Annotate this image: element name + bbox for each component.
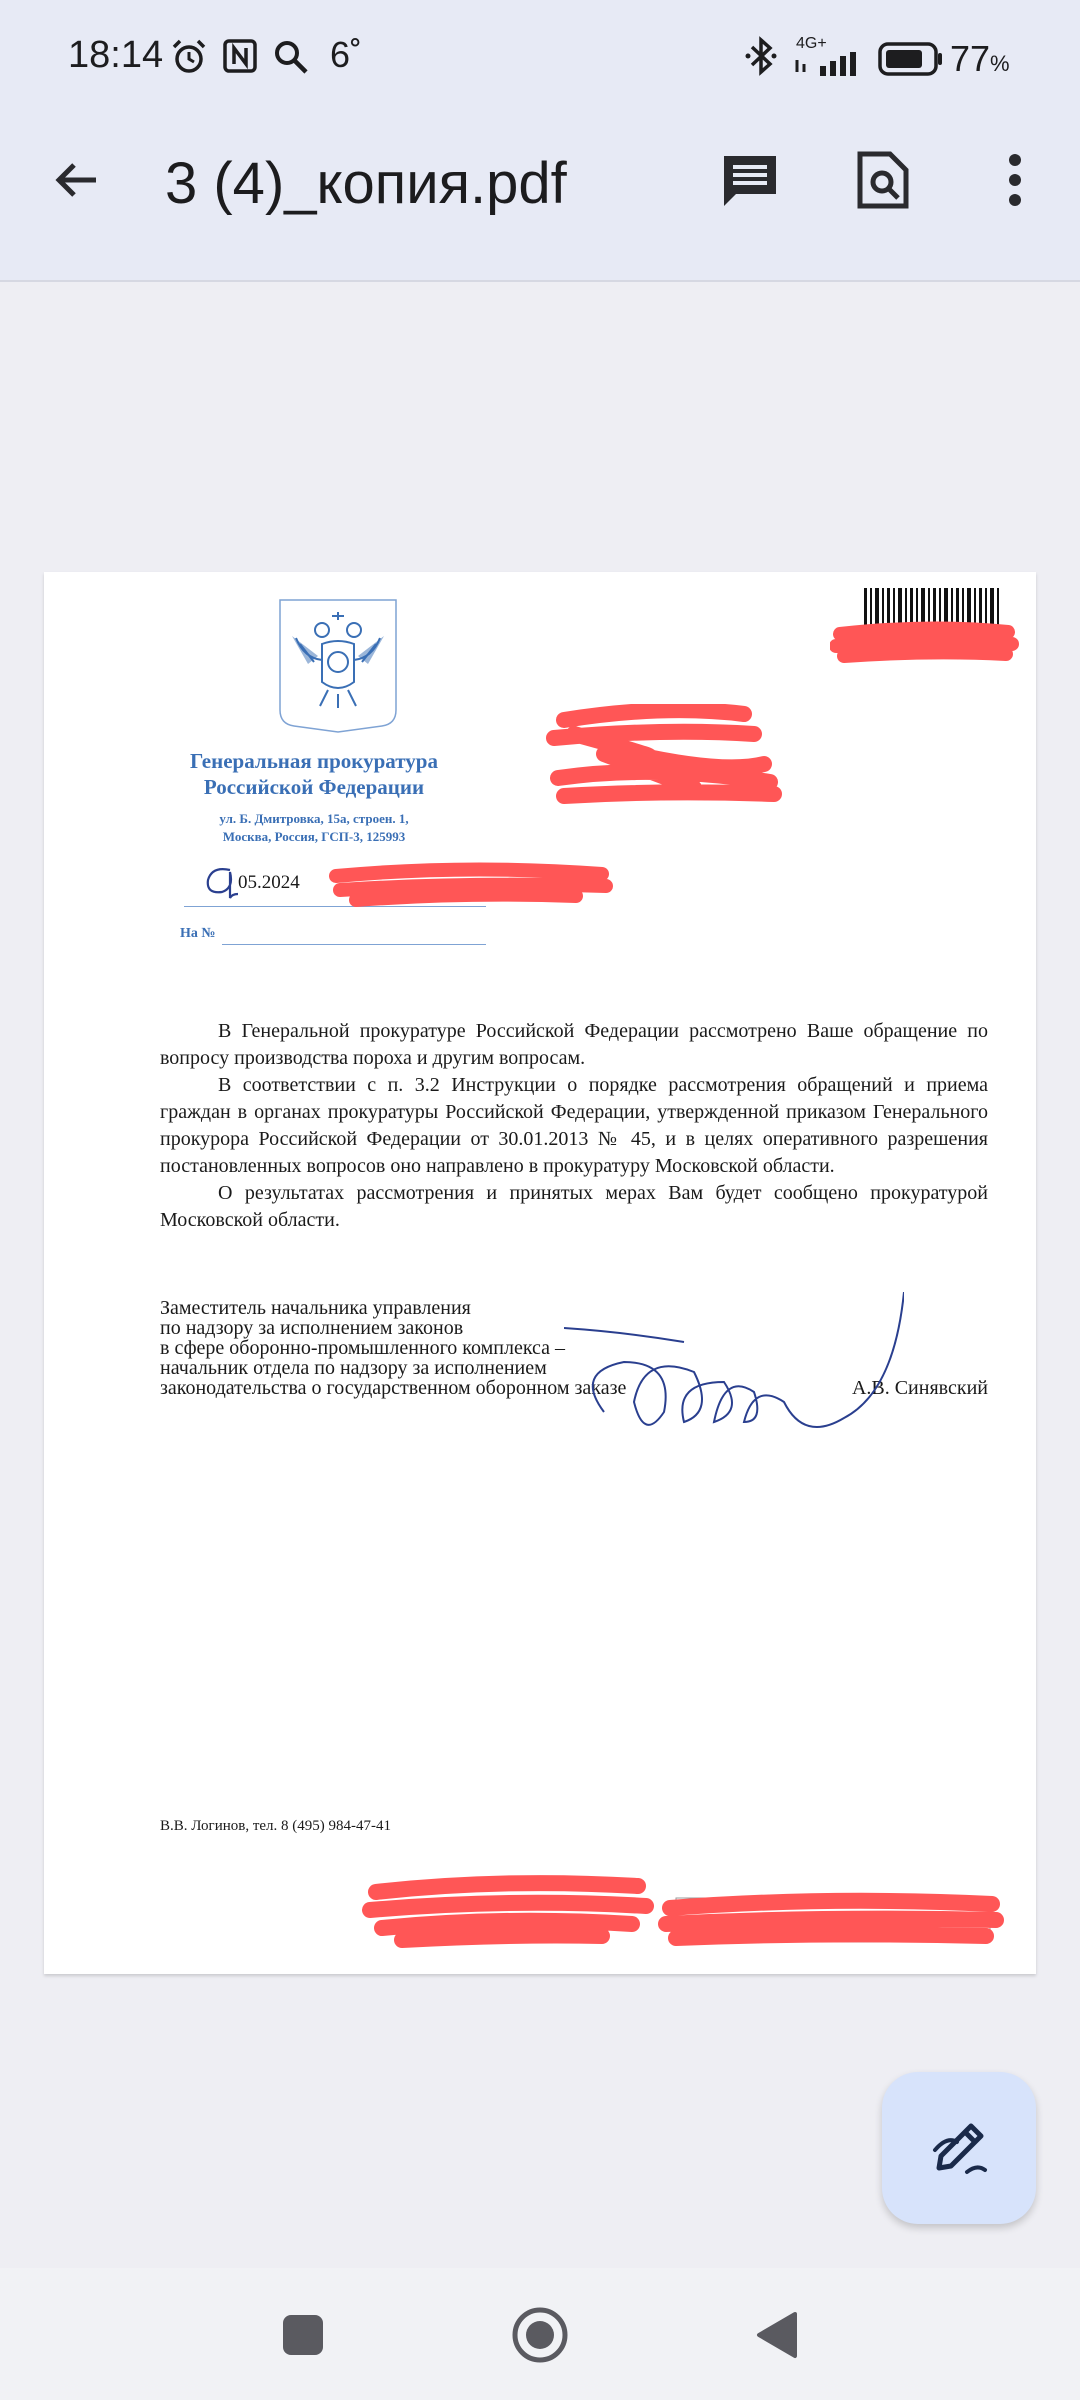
more-options-button[interactable] (970, 135, 1060, 225)
signatory-name: А.В. Синявский (851, 1377, 988, 1399)
signature-line-1: Заместитель начальника управления (160, 1297, 471, 1319)
handwritten-day-mark (200, 864, 240, 900)
status-bar (0, 0, 1080, 110)
organization-name (144, 748, 484, 800)
annotate-fab[interactable] (882, 2072, 1036, 2224)
signature-line-4: начальник отдела по надзору за исполнением (160, 1357, 547, 1379)
status-time: 18:14 (68, 34, 164, 76)
recents-button[interactable] (258, 2290, 348, 2380)
document-title: 3 (4)_копия.pdf (165, 151, 567, 216)
back-nav-button[interactable] (732, 2290, 822, 2380)
coat-of-arms-emblem (278, 598, 398, 734)
edit-pen-icon (927, 2116, 991, 2180)
signature-line-3: в сфере оборонно-промышленного комплекса – (160, 1337, 566, 1359)
battery-icon (878, 42, 944, 76)
home-button[interactable] (495, 2290, 585, 2380)
address-line-1: ул. Б. Дмитровка, 15а, строен. 1, (219, 811, 409, 826)
handwritten-signature (564, 1292, 904, 1442)
search-icon (272, 38, 310, 76)
status-network: 4G+ (796, 35, 827, 52)
reference-underline (222, 944, 486, 945)
system-nav-bar (0, 2268, 1080, 2400)
more-vert-icon (1005, 152, 1025, 208)
reference-number-redacted (326, 856, 616, 908)
status-temperature: 6˚ (330, 34, 363, 75)
paragraph-1: В Генеральной прокуратуре Российской Федерации рассмотрено Ваше обращение по вопросу производства пороха и другим вопросам. (160, 1020, 988, 1069)
back-triangle-icon (755, 2310, 799, 2360)
bluetooth-icon (744, 36, 778, 76)
reference-number-label: На № (180, 926, 216, 941)
paragraph-2: В соответствии с п. 3.2 Инструкции о порядке рассмотрения обращений и приема граждан в органах прокуратуры Российской Федерации, утвержденной приказом Генерального прокурора Российской Федерации от 30.01.2013 № 45, и в целях оперативного разрешения постановленных вопросов оно направлено в прокуратуру Московской области. (160, 1074, 988, 1177)
back-button[interactable] (32, 135, 122, 225)
org-line-1: Генеральная прокуратура (190, 749, 438, 773)
comments-button[interactable] (705, 135, 795, 225)
contact-line: В.В. Логинов, тел. 8 (495) 984-47-41 (160, 1818, 392, 1834)
signature-line-5: законодательства о государственном оборонном заказе (160, 1377, 627, 1399)
signal-icon (794, 52, 864, 76)
letter-body (160, 1018, 988, 1234)
alarm-icon (170, 38, 208, 76)
org-line-2: Российской Федерации (203, 775, 425, 799)
barcode-redacted (830, 584, 1020, 670)
back-arrow-icon (52, 155, 102, 205)
paragraph-3: О результатах рассмотрения и принятых мерах Вам будет сообщено прокуратурой Московской области. (160, 1182, 988, 1231)
address-line-2: Москва, Россия, ГСП-3, 125993 (222, 829, 406, 844)
comment-icon (720, 150, 780, 210)
battery-percent: 77% (950, 38, 1010, 79)
footer-left-redacted (362, 1872, 654, 1952)
footer-right-redacted (656, 1888, 1006, 1954)
find-in-page-icon (856, 150, 910, 210)
signature-line-2: по надзору за исполнением законов (160, 1317, 464, 1339)
letter-date: 05.2024 (238, 872, 300, 893)
pdf-page[interactable] (44, 572, 1036, 1974)
organization-address (164, 810, 464, 846)
app-bar (0, 120, 1080, 240)
find-in-document-button[interactable] (838, 135, 928, 225)
home-circle-icon (510, 2305, 570, 2365)
nfc-icon (222, 38, 258, 74)
recents-square-icon (281, 2313, 325, 2357)
recipient-redacted (544, 704, 784, 824)
